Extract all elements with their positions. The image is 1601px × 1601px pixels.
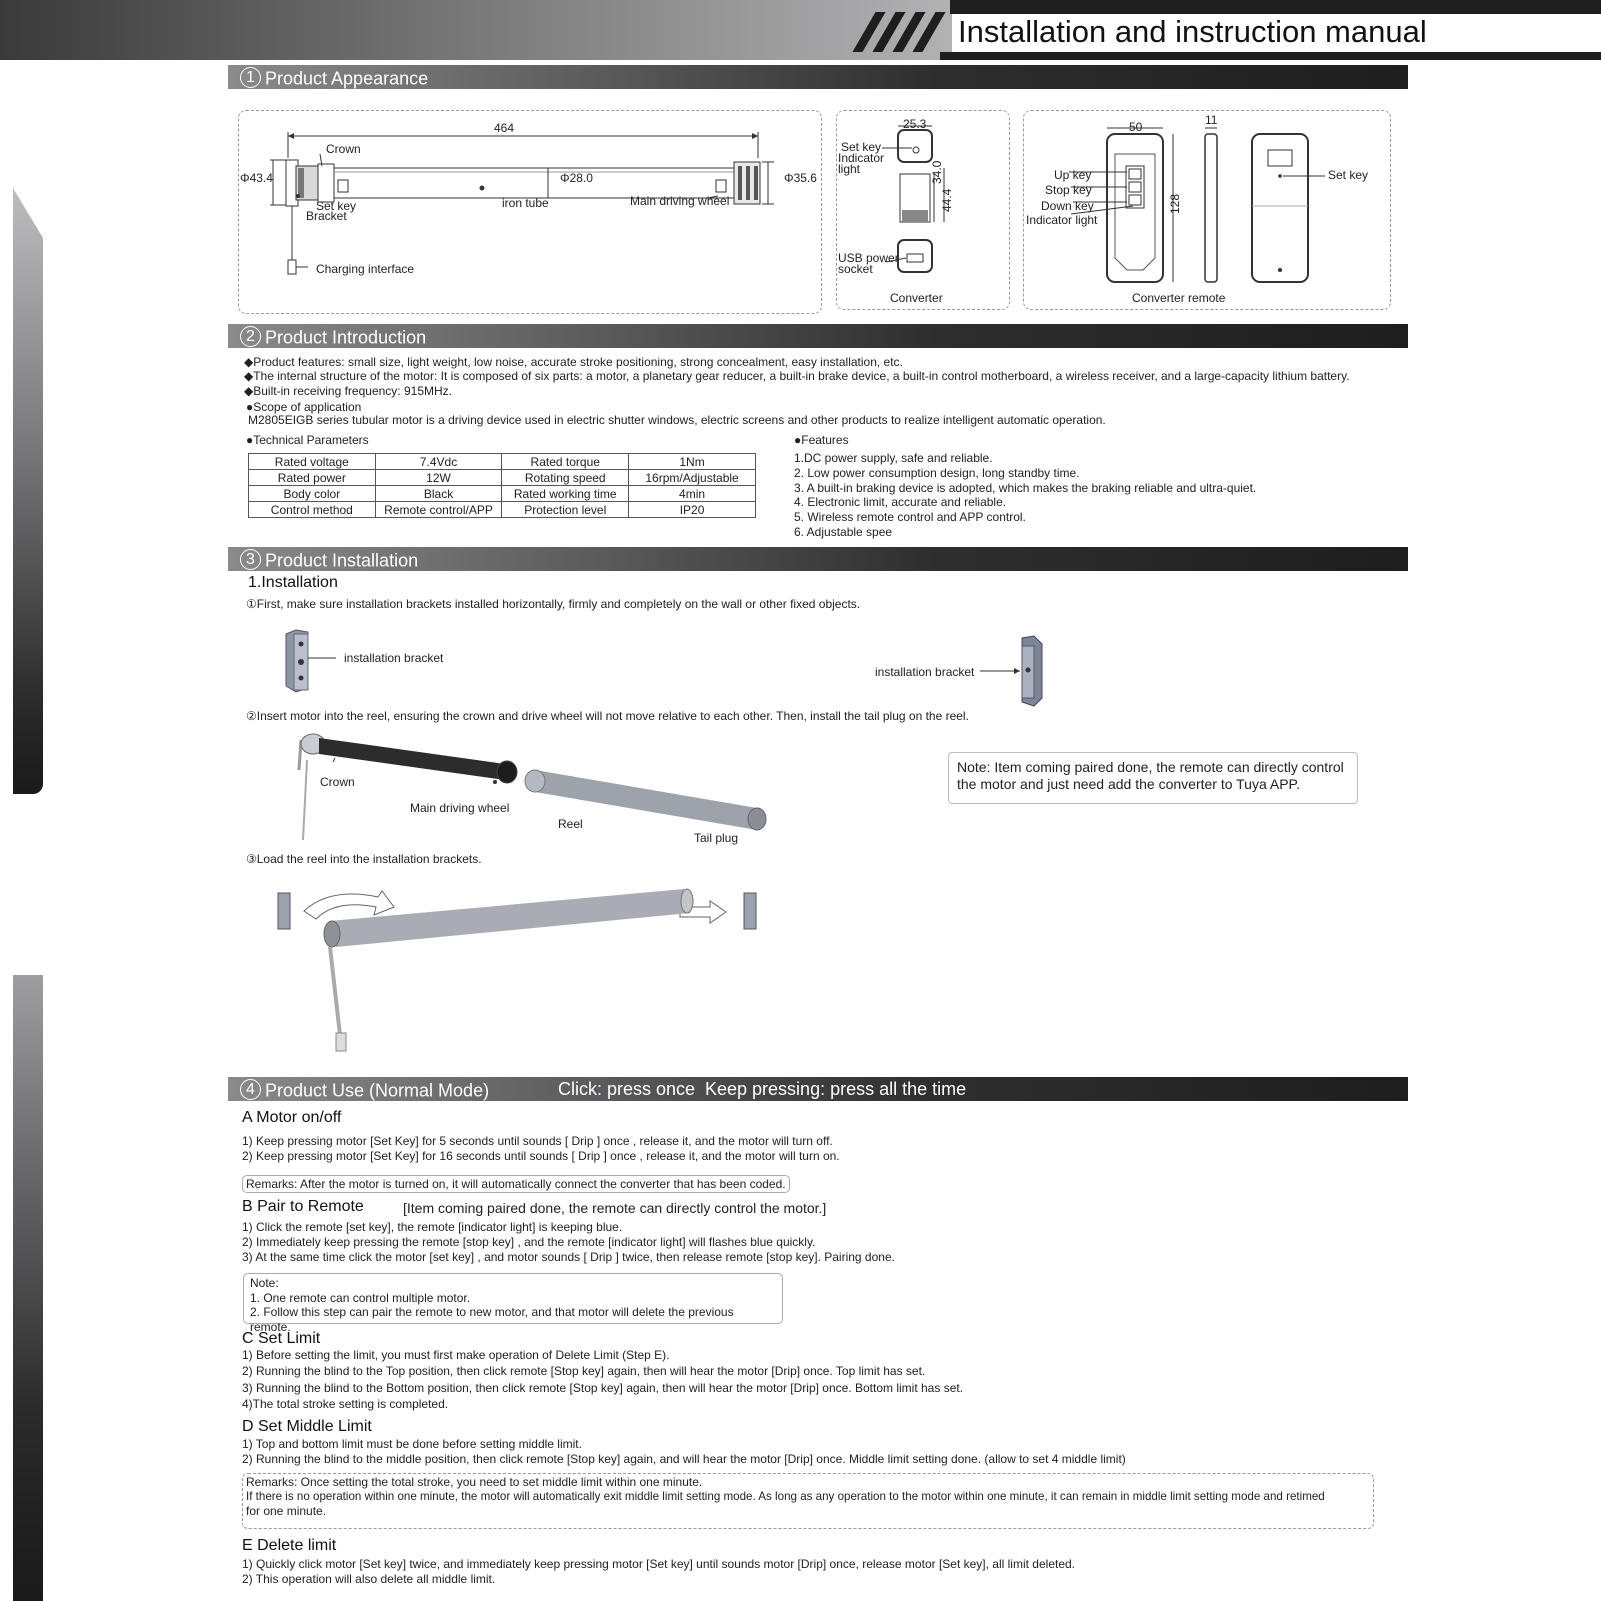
converter-caption: Converter: [890, 291, 943, 305]
table-cell: Rated voltage: [249, 454, 376, 470]
motor-diameter-right: Φ35.6: [784, 171, 817, 185]
table-cell: Remote control/APP: [375, 502, 502, 518]
use-B-title: B Pair to Remote: [242, 1198, 364, 1215]
converter-indicator-label: Indicator: [838, 151, 885, 165]
page-title: Installation and instruction manual: [958, 14, 1427, 49]
intro-bullet: ◆The internal structure of the motor: It is composed of six parts: a motor, a planetary gear reducer, a built-in brake device, a built-in control motherboard, a wireless receiver, and a large-capacity lithium battery.: [244, 369, 1350, 383]
feature-item: 6. Adjustable spee: [794, 525, 893, 539]
motor-bracket-label: Bracket: [306, 209, 347, 223]
use-D-line: 1) Top and bottom limit must be done before setting middle limit.: [242, 1437, 582, 1451]
use-D-title: D Set Middle Limit: [242, 1418, 372, 1435]
side-strip-top: [13, 188, 43, 794]
side-strip-bottom: [13, 975, 43, 1601]
table-row: [249, 454, 756, 470]
use-D-line: 2) Running the blind to the middle position, then click remote [Stop key] again, and will hear the motor [Drip] once. Middle limit setting done. (allow to set 4 middle limit): [242, 1452, 1126, 1466]
use-D-remark: [242, 1473, 1374, 1529]
use-C-line: 3) Running the blind to the Bottom position, then click remote [Stop key] again, then will hear the motor [Drip] once. Bottom limit has set.: [242, 1381, 964, 1395]
table-cell: Rated torque: [502, 454, 629, 470]
section-title: Product Appearance: [265, 68, 429, 89]
use-D-remark-line: If there is no operation within one minute, the motor will automatically exit middle limit setting mode. As long as any operation to the motor within one minute, it can remain in middle limit setting mode and retimed: [246, 1489, 1325, 1503]
use-B-note: [243, 1273, 783, 1334]
motor-diameter-tube: Φ28.0: [560, 171, 593, 185]
table-cell: Rated working time: [502, 486, 629, 502]
use-D-remark-line: for one minute.: [246, 1504, 327, 1518]
reel-label: Reel: [558, 817, 583, 831]
install-heading: 1.Installation: [248, 574, 338, 591]
motor-reel-illustration: [295, 730, 775, 840]
table-cell: Rated power: [249, 470, 376, 486]
table-cell: Control method: [249, 502, 376, 518]
section-title: Product Introduction: [265, 327, 427, 348]
section-number: 2: [240, 326, 261, 347]
keep-legend: Keep pressing: press all the time: [705, 1079, 967, 1099]
section-3-bar: [228, 547, 1408, 571]
remote-depth-label: 11: [1205, 113, 1218, 127]
tail-plug-label: Tail plug: [694, 831, 739, 845]
section-number: 3: [240, 549, 261, 570]
remote-stop-key-label: Stop key: [1045, 183, 1092, 197]
table-row: [249, 470, 756, 486]
use-B-note-line: Note:: [250, 1276, 279, 1290]
remote-caption: Converter remote: [1132, 291, 1226, 305]
motor-length-label: 464: [494, 121, 515, 135]
table-cell: Rotating speed: [502, 470, 629, 486]
feature-item: 2. Low power consumption design, long standby time.: [794, 466, 1080, 480]
tech-params-table: [248, 453, 756, 518]
table-cell: 4min: [629, 486, 756, 502]
feature-item: 1.DC power supply, safe and reliable.: [794, 451, 993, 465]
converter-set-key-label: Set key: [841, 140, 882, 154]
table-cell: 7.4Vdc: [375, 454, 502, 470]
use-B-note-line: 2. Follow this step can pair the remote to new motor, and that motor will delete the previous remote.: [250, 1305, 734, 1334]
use-B-line: 2) Immediately keep pressing the remote [stop key] , and the remote [indicator light] will flashes blue quickly.: [242, 1235, 816, 1249]
remote-up-key-label: Up key: [1054, 168, 1092, 182]
use-E-line: 2) This operation will also delete all middle limit.: [242, 1572, 496, 1586]
reel-crown-label: Crown: [320, 775, 355, 789]
load-reel-illustration: [270, 885, 770, 1060]
use-B-line: 1) Click the remote [set key], the remote [indicator light] is keeping blue.: [242, 1220, 623, 1234]
use-C-title: C Set Limit: [242, 1330, 321, 1347]
section-title: Product Installation: [265, 550, 419, 571]
motor-crown-label: Crown: [326, 142, 361, 156]
converter-width-label: 25.3: [903, 117, 927, 131]
motor-charging-label: Charging interface: [316, 262, 415, 276]
motor-wheel-label: Main driving wheel: [630, 194, 730, 208]
intro-bullet: ◆Product features: small size, light weight, low noise, accurate stroke positioning, strong concealment, easy installation, etc.: [244, 355, 903, 369]
use-B-subtitle: [Item coming paired done, the remote can directly control the motor.]: [403, 1200, 827, 1216]
side-strip-cut: [13, 188, 43, 238]
scope-text: M2805EIGB series tubular motor is a driving device used in electric shutter windows, electric screens and other products to realize intelligent automatic operation.: [248, 413, 1106, 427]
motor-iron-tube-label: iron tube: [502, 196, 549, 210]
use-E-title: E Delete limit: [242, 1537, 337, 1554]
section-number: 4: [240, 1079, 261, 1100]
table-cell: IP20: [629, 502, 756, 518]
use-C-line: 1) Before setting the limit, you must first make operation of Delete Limit (Step E).: [242, 1348, 670, 1362]
use-A-title: A Motor on/off: [242, 1109, 342, 1126]
converter-usb-label: USB power: [838, 251, 899, 265]
use-E-line: 1) Quickly click motor [Set key] twice, and immediately keep pressing motor [Set key] until sounds motor [Drip] once, release motor [Set key], all limit deleted.: [242, 1557, 1076, 1571]
table-cell: 12W: [375, 470, 502, 486]
use-A-line: 2) Keep pressing motor [Set Key] for 16 seconds until sounds [ Drip ] once , release it, and the motor will turn on.: [242, 1149, 840, 1163]
remote-width-label: 50: [1129, 120, 1143, 134]
table-cell: 1Nm: [629, 454, 756, 470]
use-A-line: 1) Keep pressing motor [Set Key] for 5 seconds until sounds [ Drip ] once , release it, and the motor will turn off.: [242, 1134, 833, 1148]
reel-wheel-label: Main driving wheel: [410, 801, 510, 815]
feature-item: 4. Electronic limit, accurate and reliable.: [794, 495, 1007, 509]
table-cell: Body color: [249, 486, 376, 502]
install-step-1: ①First, make sure installation brackets installed horizontally, firmly and completely on the wall or other fixed objects.: [246, 597, 861, 611]
install-step-3: ③Load the reel into the installation brackets.: [246, 852, 482, 866]
bracket-right-illustration: [1000, 630, 1060, 710]
bracket-left-illustration: [270, 620, 350, 700]
remote-set-key-label: Set key: [1328, 168, 1369, 182]
header-bottom-bar: [940, 52, 1601, 60]
remote-down-key-label: Down key: [1041, 199, 1094, 213]
table-row: [249, 486, 756, 502]
motor-diameter-left: Φ43.4: [240, 171, 273, 185]
section-title: Product Use (Normal Mode): [265, 1080, 490, 1101]
table-cell: Black: [375, 486, 502, 502]
table-row: [249, 502, 756, 518]
use-B-note-line: 1. One remote can control multiple motor.: [250, 1290, 471, 1305]
converter-light-label: light: [838, 162, 861, 176]
bracket-left-label: installation bracket: [344, 651, 444, 665]
converter-height1-label: 34.0: [930, 160, 944, 184]
motor-set-key-label: Set key: [316, 199, 357, 213]
converter-socket-label: socket: [838, 262, 873, 276]
features-title: ●Features: [794, 433, 849, 447]
header-top-bar: [950, 0, 1601, 14]
table-cell: 16rpm/Adjustable: [629, 470, 756, 486]
table-cell: Protection level: [502, 502, 629, 518]
section-4-bar: [228, 1077, 1408, 1101]
use-B-line: 3) At the same time click the motor [set key] , and motor sounds [ Drip ] twice, then release remote [stop key]. Pairing done.: [242, 1250, 895, 1264]
use-D-remark-line: Remarks: Once setting the total stroke, you need to set middle limit within one minute.: [246, 1475, 703, 1489]
remote-indicator-label: Indicator light: [1026, 213, 1098, 227]
use-C-line: 2) Running the blind to the Top position, then click remote [Stop key] again, then will hear the motor [Drip] once. Top limit has set.: [242, 1364, 926, 1378]
feature-item: 5. Wireless remote control and APP control.: [794, 510, 1026, 524]
section-number: 1: [240, 67, 261, 88]
section-2-bar: [228, 324, 1408, 348]
tech-title: ●Technical Parameters: [246, 433, 369, 447]
paired-note: Note: Item coming paired done, the remote can directly control the motor and just need add the converter to Tuya APP.: [948, 752, 1358, 804]
feature-item: 3. A built-in braking device is adopted, which makes the braking reliable and ultra-quiet.: [794, 481, 1257, 495]
use-A-remark: Remarks: After the motor is turned on, it will automatically connect the converter that has been coded.: [242, 1175, 790, 1193]
intro-bullet: ◆Built-in receiving frequency: 915MHz.: [244, 384, 452, 398]
remote-height-label: 128: [1168, 193, 1182, 214]
install-step-2: ②Insert motor into the reel, ensuring the crown and drive wheel will not move relative to each other. Then, install the tail plug on the reel.: [246, 709, 969, 723]
scope-title: ●Scope of application: [246, 400, 362, 414]
converter-height2-label: 44.4: [940, 188, 954, 212]
section-1-bar: [228, 65, 1408, 89]
bracket-right-label: installation bracket: [875, 665, 975, 679]
click-legend: Click: press once: [558, 1079, 696, 1099]
use-C-line: 4)The total stroke setting is completed.: [242, 1397, 449, 1411]
